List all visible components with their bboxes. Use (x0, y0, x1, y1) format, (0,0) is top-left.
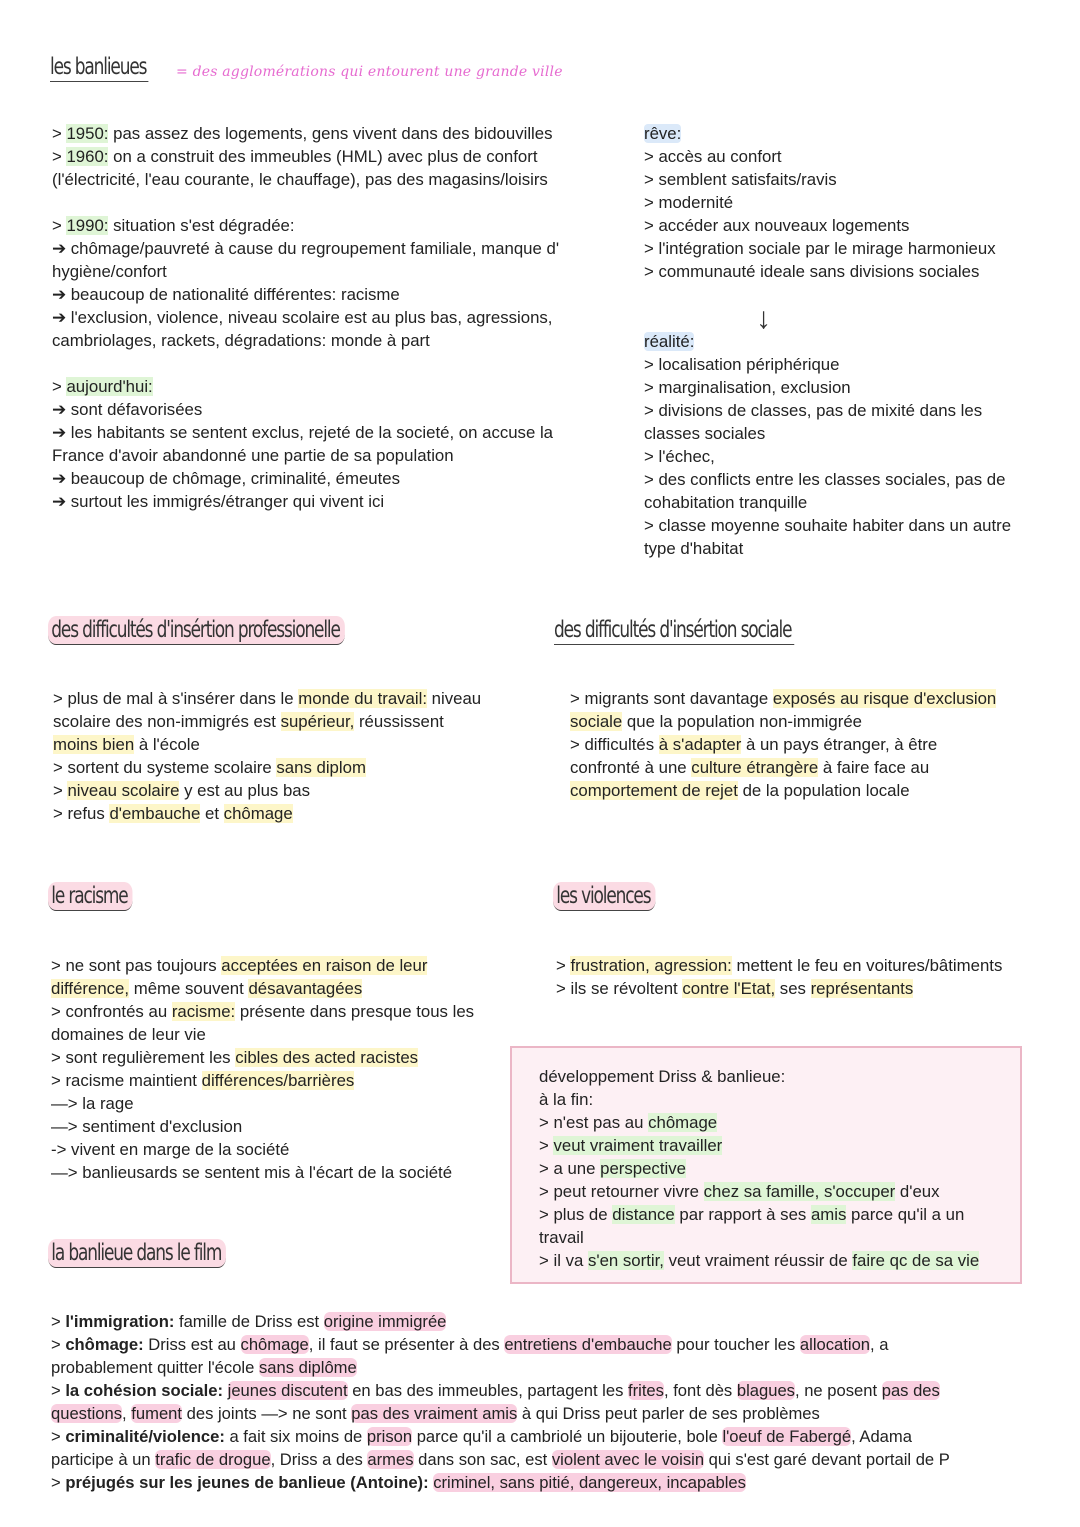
insertion-pro-line: > refus d'embauche et chômage (53, 804, 293, 823)
realite-item: > l'échec, (644, 447, 715, 466)
line-1990-b3b: cambriolages, rackets, dégradations: monde à part (52, 331, 430, 350)
line-auj-b2a: ➔ les habitants se sentent exclus, rejeté de la societé, on accuse la (52, 423, 554, 442)
line-auj-b2b: France d'avoir abandonné une partie de sa population (52, 446, 454, 465)
box-title: développement Driss & banlieue: (539, 1067, 786, 1086)
reve-item: > accès au confort (644, 147, 782, 166)
box-line: > a une perspective (539, 1159, 686, 1178)
insertion-sociale-line: > difficultés à s'adapter à un pays étranger, à être (570, 735, 938, 754)
violences-block (556, 954, 1046, 1000)
heading-violences: les violences (553, 883, 655, 909)
film-line-chomage-2: probablement quitter l'école sans diplôme (51, 1358, 357, 1377)
racisme-line: > sont regulièrement les cibles des acted racistes (51, 1048, 419, 1067)
banlieues-history (52, 122, 612, 513)
insertion-pro-line: moins bien à l'école (53, 735, 200, 754)
driss-box-content (539, 1065, 1019, 1272)
box-line: > il va s'en sortir, veut vraiment réussir de faire qc de sa vie (539, 1251, 980, 1270)
definition-banlieues: = des agglomérations qui entourent une grande ville (176, 64, 563, 80)
racisme-line: —> sentiment d'exclusion (51, 1117, 243, 1136)
insertion-sociale-line: confronté à une culture étrangère à faire face au (570, 758, 930, 777)
racisme-block (51, 954, 521, 1184)
realite-item: type d'habitat (644, 539, 744, 558)
box-line: > peut retourner vivre chez sa famille, s'occuper d'eux (539, 1182, 940, 1201)
heading-banlieue-film: la banlieue dans le film (48, 1240, 226, 1266)
violences-line: > ils se révoltent contre l'Etat, ses représentants (556, 979, 914, 998)
reve-item: > l'intégration sociale par le mirage harmonieux (644, 239, 996, 258)
film-line-prejuges: > préjugés sur les jeunes de banlieue (Antoine): criminel, sans pitié, dangereux, incapables (51, 1473, 746, 1492)
arrow-down-icon: ↓ (756, 302, 771, 335)
film-block (51, 1310, 1051, 1494)
line-auj-b4: ➔ surtout les immigrés/étranger qui vivent ici (52, 492, 385, 511)
racisme-line: > ne sont pas toujours acceptées en raison de leur (51, 956, 428, 975)
realite-item: > des conflicts entre les classes sociales, pas de (644, 470, 1006, 489)
box-line: > plus de distance par rapport à ses amis parce qu'il a un (539, 1205, 965, 1224)
box-line: travail (539, 1228, 584, 1247)
reve-block (644, 122, 1044, 283)
reve-item: > accéder aux nouveaux logements (644, 216, 910, 235)
racisme-line: > racisme maintient différences/barrières (51, 1071, 355, 1090)
box-subtitle: à la fin: (539, 1090, 594, 1109)
racisme-line: —> la rage (51, 1094, 134, 1113)
film-line-immigration: > l'immigration: famille de Driss est origine immigrée (51, 1312, 447, 1331)
racisme-line: différence, même souvent désavantagées (51, 979, 363, 998)
insertion-sociale-line: comportement de rejet de la population locale (570, 781, 910, 800)
line-1990-b2: ➔ beaucoup de nationalité différentes: racisme (52, 285, 400, 304)
racisme-line: —> banlieusards se sentent mis à l'écart de la société (51, 1163, 453, 1182)
insertion-pro-line: > plus de mal à s'insérer dans le monde du travail: niveau (53, 689, 482, 708)
violences-line: > frustration, agression: mettent le feu en voitures/bâtiments (556, 956, 1003, 975)
box-line: > n'est pas au chômage (539, 1113, 718, 1132)
reve-item: > modernité (644, 193, 734, 212)
racisme-line: domaines de leur vie (51, 1025, 206, 1044)
realite-item: > classe moyenne souhaite habiter dans un autre (644, 516, 1012, 535)
line-1990-b1a: ➔ chômage/pauvreté à cause du regroupement familiale, manque d' (52, 239, 560, 258)
realite-label: réalité: (644, 332, 695, 351)
reve-item: > semblent satisfaits/ravis (644, 170, 837, 189)
heading-les-banlieues: les banlieues (50, 54, 149, 80)
line-1990-b1b: hygiène/confort (52, 262, 167, 281)
insertion-pro-block (53, 687, 533, 825)
reve-item: > communauté ideale sans divisions sociales (644, 262, 980, 281)
heading-racisme: le racisme (48, 883, 132, 909)
realite-item: classes sociales (644, 424, 766, 443)
line-auj-b3: ➔ beaucoup de chômage, criminalité, émeutes (52, 469, 401, 488)
heading-insertion-professionelle: des difficultés d'insértion professionelle (48, 617, 345, 643)
insertion-sociale-block (570, 687, 1040, 802)
racisme-line: > confrontés au racisme: présente dans presque tous les (51, 1002, 475, 1021)
insertion-pro-line: > niveau scolaire y est au plus bas (53, 781, 311, 800)
film-line-chomage: > chômage: Driss est au chômage, il faut se présenter à des entretiens d'embauche pour toucher les allocation, a (51, 1335, 889, 1354)
insertion-sociale-line: > migrants sont davantage exposés au risque d'exclusion (570, 689, 997, 708)
realite-item: cohabitation tranquille (644, 493, 808, 512)
line-1950: > 1950: pas assez des logements, gens vivent dans des bidouvilles (52, 124, 553, 143)
insertion-sociale-line: sociale que la population non-immigrée (570, 712, 862, 731)
line-1960-b: (l'électricité, l'eau courante, le chauffage), pas des magasins/loisirs (52, 170, 548, 189)
line-1960: > 1960: on a construit des immeubles (HML) avec plus de confort (52, 147, 538, 166)
line-auj-b1: ➔ sont défavorisées (52, 400, 203, 419)
film-line-criminalite-2: participe à un trafic de drogue, Driss a des armes dans son sac, est violent avec le voisin qui s'est garé devant portail de P (51, 1450, 950, 1469)
film-line-cohesion-2: questions, fument des joints —> ne sont pas des vraiment amis à qui Driss peut parler de ses problèmes (51, 1404, 820, 1423)
realite-item: > marginalisation, exclusion (644, 378, 851, 397)
film-line-criminalite: > criminalité/violence: a fait six moins de prison parce qu'il a cambriolé un bijouterie, bole l'oeuf de Fabergé, Adama (51, 1427, 912, 1446)
realite-item: > divisions de classes, pas de mixité dans les (644, 401, 983, 420)
insertion-pro-line: scolaire des non-immigrés est supérieur, réussissent (53, 712, 444, 731)
line-1990-b3a: ➔ l'exclusion, violence, niveau scolaire est au plus bas, agressions, (52, 308, 553, 327)
insertion-pro-line: > sortent du systeme scolaire sans diplom (53, 758, 366, 777)
film-line-cohesion: > la cohésion sociale: jeunes discutent en bas des immeubles, partagent les frites, font dès blagues, ne posent pas des (51, 1381, 940, 1400)
reve-label: rêve: (644, 124, 682, 143)
box-line: > veut vraiment travailler (539, 1136, 723, 1155)
realite-item: > localisation périphérique (644, 355, 840, 374)
heading-insertion-sociale: des difficultés d'insértion sociale (554, 617, 794, 643)
racisme-line: -> vivent en marge de la société (51, 1140, 290, 1159)
line-1990: > 1990: situation s'est dégradée: (52, 216, 295, 235)
realite-block (644, 330, 1044, 560)
line-aujourdhui: > aujourd'hui: (52, 377, 153, 396)
